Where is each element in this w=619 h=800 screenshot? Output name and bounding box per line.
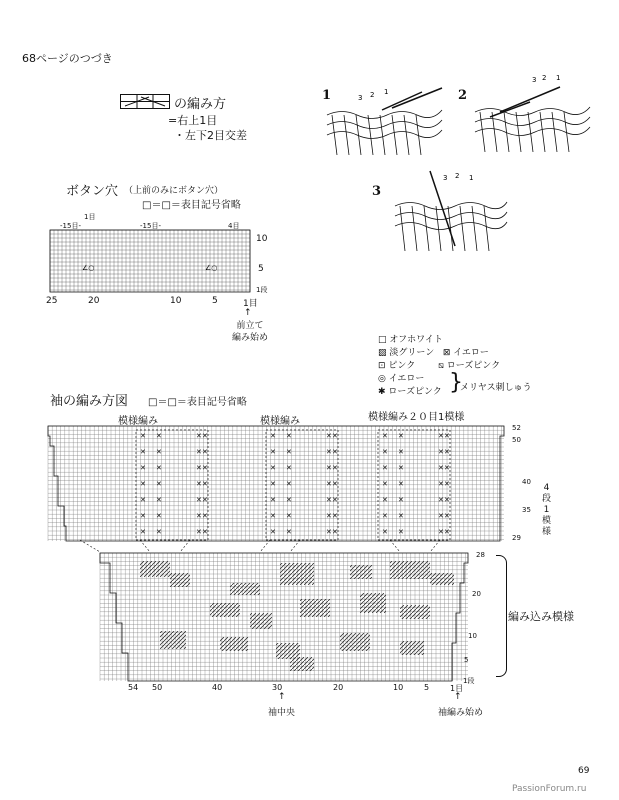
svg-text:✕: ✕ [398,464,404,472]
svg-text:✕: ✕ [332,464,338,472]
svg-text:✕: ✕ [398,496,404,504]
legend-offwhite: オフホワイト [389,335,443,345]
step-2-label: 2 [458,88,468,103]
bh-col-1: 1目 [243,299,258,309]
svg-text:✕: ✕ [156,464,162,472]
svg-text:✕: ✕ [202,512,208,520]
svg-text:✕: ✕ [156,432,162,440]
svg-text:✕: ✕ [438,496,444,504]
svg-text:✕: ✕ [332,496,338,504]
svg-text:✕: ✕ [140,432,146,440]
sleeve-row-40: 40 [522,478,531,486]
svg-text:✕: ✕ [382,480,388,488]
legend-brace-icon: } [449,370,463,395]
svg-text:✕: ✕ [270,512,276,520]
svg-text:✕: ✕ [326,448,332,456]
svg-text:✕: ✕ [382,528,388,536]
svg-text:✕: ✕ [382,464,388,472]
legend-light-green: 淡グリーン [389,348,435,358]
legend-emb-yellow: イエロー [388,374,425,384]
svg-text:✕: ✕ [140,464,146,472]
svg-text:✕: ✕ [326,464,332,472]
bh-row-5: 5 [258,264,264,274]
sleeve-col-30: 30 [272,683,283,692]
svg-text:✕: ✕ [398,512,404,520]
sleeve-row-52: 52 [512,424,521,432]
svg-text:✕: ✕ [156,480,162,488]
bh-col-5: 5 [212,296,218,306]
sleeve-row-10: 10 [468,632,477,640]
svg-text:✕: ✕ [326,496,332,504]
svg-text:✕: ✕ [332,528,338,536]
svg-text:✕: ✕ [140,528,146,536]
watermark: PassionForum.ru [512,784,587,794]
svg-text:✕: ✕ [202,528,208,536]
step-3-num-1: 1 [469,174,474,182]
svg-text:✕: ✕ [202,464,208,472]
sleeve-center-label: 袖中央 [268,708,296,718]
sleeve-col-10: 10 [393,683,404,692]
sleeve-title: 袖の編み方図 [50,394,129,409]
svg-text:✕: ✕ [382,432,388,440]
svg-text:✕: ✕ [286,528,292,536]
step-2-num-2: 2 [542,74,547,82]
connector-lines [60,540,480,554]
svg-text:✕: ✕ [196,496,202,504]
bh-start-label: 前立て 編み始め [232,321,269,343]
bh-label-4: 4目 [228,222,240,230]
sleeve-start-label: 袖編み始め [438,708,484,718]
sleeve-col-54: 54 [128,683,139,692]
sleeve-legend: □＝□＝表目記号省略 [148,397,247,408]
svg-text:✕: ✕ [202,480,208,488]
svg-text:✕: ✕ [196,432,202,440]
svg-text:✕: ✕ [196,480,202,488]
svg-text:✕: ✕ [398,448,404,456]
buttonhole-title: ボタン穴 [66,184,119,199]
svg-text:✕: ✕ [286,432,292,440]
svg-text:✕: ✕ [382,512,388,520]
sleeve-intarsia-chart [100,553,470,683]
svg-text:✕: ✕ [156,448,162,456]
svg-text:✕: ✕ [438,464,444,472]
page-header: 68ページのつづき [22,52,113,65]
svg-text:✕: ✕ [438,512,444,520]
svg-text:✕: ✕ [196,528,202,536]
sleeve-row-5: 5 [464,656,469,664]
svg-text:✕: ✕ [156,512,162,520]
svg-text:✕: ✕ [444,512,450,520]
svg-text:✕: ✕ [326,528,332,536]
bh-label-15a: -15目- [60,222,81,230]
page-number: 69 [578,766,590,776]
svg-text:✕: ✕ [140,496,146,504]
buttonhole-note: （上前のみにボタン穴） [124,186,224,196]
svg-text:✕: ✕ [270,528,276,536]
sleeve-row-20: 20 [472,590,481,598]
svg-text:✕: ✕ [202,448,208,456]
step-2-num-3: 3 [532,76,537,84]
stitch-title: の編み方 [174,97,227,112]
svg-text:✕: ✕ [332,448,338,456]
svg-text:✕: ✕ [382,496,388,504]
sleeve-row-35: 35 [522,506,531,514]
buttonhole-chart [50,230,250,292]
svg-text:∠○: ∠○ [82,264,95,272]
bh-label-15b: -15目- [140,222,161,230]
svg-text:✕: ✕ [140,512,146,520]
svg-text:✕: ✕ [398,432,404,440]
svg-text:✕: ✕ [286,448,292,456]
svg-text:✕: ✕ [326,480,332,488]
sleeve-col-1: 1目 [450,684,464,693]
start-arrow-icon: ↑ [454,692,462,702]
svg-text:✕: ✕ [438,432,444,440]
svg-text:✕: ✕ [398,480,404,488]
cross-stitch-symbol [120,94,170,109]
svg-text:✕: ✕ [286,464,292,472]
bh-col-25: 25 [46,296,58,306]
svg-text:✕: ✕ [156,496,162,504]
bh-row-1: 1段 [256,286,268,294]
step-1-illustration [322,80,447,160]
step-3-illustration [385,166,510,256]
svg-text:✕: ✕ [270,480,276,488]
svg-text:∠○: ∠○ [205,264,218,272]
stitch-desc-1: =右上1目 [168,114,218,127]
svg-text:✕: ✕ [382,448,388,456]
svg-text:✕: ✕ [438,480,444,488]
svg-text:✕: ✕ [270,448,276,456]
sleeve-col-50: 50 [152,683,163,692]
sleeve-row-1: 1段 [463,677,475,685]
svg-text:✕: ✕ [444,528,450,536]
svg-text:✕: ✕ [444,448,450,456]
step-1-num-2: 2 [370,91,375,99]
sleeve-upper-chart [48,426,508,541]
svg-text:✕: ✕ [444,496,450,504]
sleeve-col-40: 40 [212,683,223,692]
svg-text:✕: ✕ [438,528,444,536]
step-3-num-2: 2 [455,172,460,180]
step-1-num-3: 3 [358,94,363,102]
legend-pink: ピンク [388,361,416,371]
step-2-illustration [470,72,595,157]
svg-text:✕: ✕ [270,464,276,472]
legend-yellow: イエロー [453,348,489,358]
svg-text:✕: ✕ [196,464,202,472]
embroidery-label: メリヤス刺しゅう [460,383,532,393]
svg-text:✕: ✕ [270,432,276,440]
svg-text:✕: ✕ [398,528,404,536]
step-3-label: 3 [372,184,382,199]
svg-text:✕: ✕ [202,432,208,440]
buttonhole-legend: □＝□＝表目記号省略 [142,200,241,211]
sleeve-pattern-label-2: 模様編み [260,416,300,427]
sleeve-pattern-label-1: 模様編み [118,416,158,427]
intarsia-label: 編み込み模様 [508,610,574,623]
sleeve-row-50: 50 [512,436,521,444]
bh-row-10: 10 [256,234,268,244]
stitch-desc-2: ・左下2目交差 [174,129,247,142]
bh-label-1a: 1目 [84,213,96,221]
svg-text:✕: ✕ [156,528,162,536]
step-3-num-3: 3 [443,174,448,182]
legend-rose-pink: ローズピンク [446,361,501,371]
svg-text:✕: ✕ [286,512,292,520]
svg-text:✕: ✕ [270,496,276,504]
svg-text:✕: ✕ [332,480,338,488]
sleeve-row-28: 28 [476,551,485,559]
sleeve-col-20: 20 [333,683,344,692]
svg-text:✕: ✕ [444,432,450,440]
cross-stitch-symbol-icon [121,95,169,108]
sleeve-repeat-note: 4 段 1 模 様 [542,483,552,537]
svg-text:✕: ✕ [444,480,450,488]
svg-text:✕: ✕ [326,512,332,520]
svg-text:✕: ✕ [202,496,208,504]
bh-col-20: 20 [88,296,100,306]
center-arrow-icon: ↑ [278,692,286,702]
bh-col-10: 10 [170,296,182,306]
legend-emb-rose: ローズピンク [388,387,442,397]
sleeve-row-29: 29 [512,534,521,542]
svg-text:✕: ✕ [326,432,332,440]
step-1-num-1: 1 [384,88,389,96]
svg-text:✕: ✕ [332,432,338,440]
svg-text:✕: ✕ [140,480,146,488]
svg-text:✕: ✕ [286,480,292,488]
svg-text:✕: ✕ [196,448,202,456]
color-legend: □ オフホワイト ▨ 淡グリーン ⊠ イエロー ⊡ ピンク ⧅ ローズピンク ◎ イエロー ✱ ローズピンク [378,335,501,397]
svg-text:✕: ✕ [438,448,444,456]
step-1-label: 1 [322,88,332,103]
sleeve-pattern-label-3: 模様編み２０目1模様 [368,412,465,423]
bh-arrow-icon: ↑ [244,308,252,318]
sleeve-col-5: 5 [424,683,430,692]
svg-text:✕: ✕ [444,464,450,472]
step-2-num-1: 1 [556,74,561,82]
svg-text:✕: ✕ [140,448,146,456]
svg-text:✕: ✕ [196,512,202,520]
svg-text:✕: ✕ [286,496,292,504]
svg-text:✕: ✕ [332,512,338,520]
intarsia-bracket [496,555,507,677]
